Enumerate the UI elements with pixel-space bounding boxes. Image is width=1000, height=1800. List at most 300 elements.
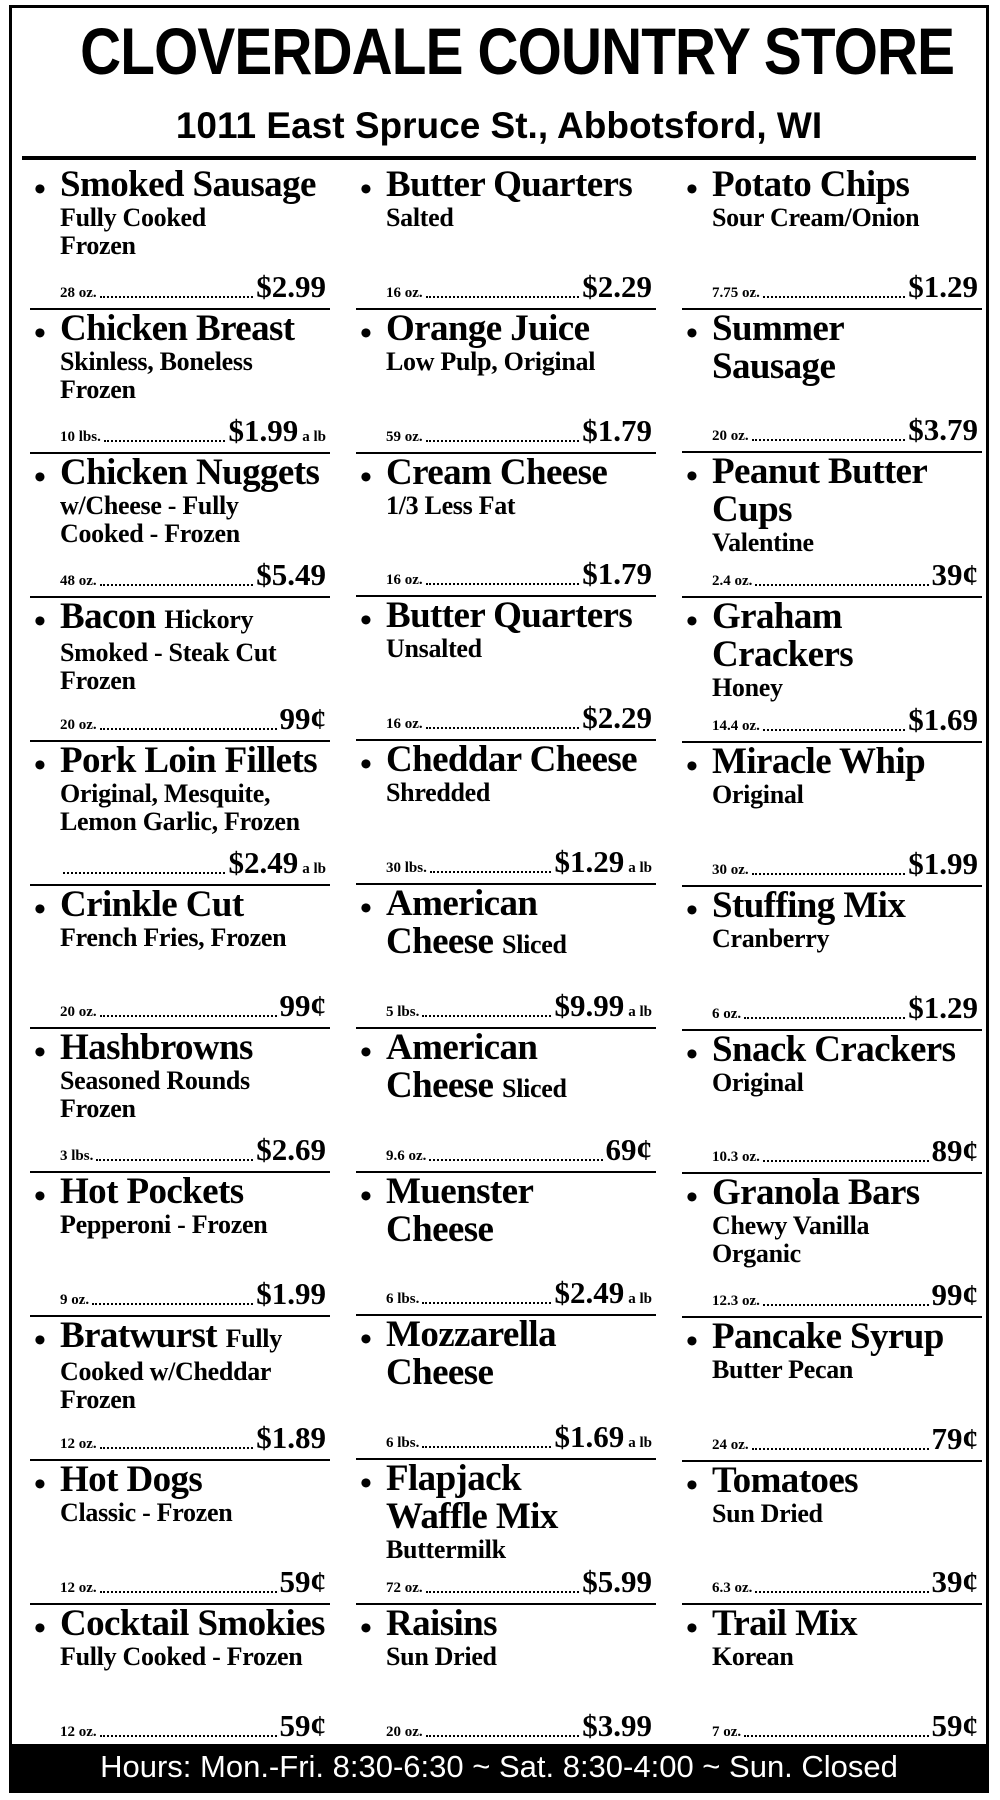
price: $1.79 <box>582 556 652 592</box>
product-name-line <box>712 453 978 491</box>
product-item <box>682 307 982 454</box>
bullet-icon: • <box>360 171 372 208</box>
bullet-icon: • <box>686 314 698 352</box>
product-name: Tomatoes <box>712 1459 858 1501</box>
product-description: Sun Dried <box>712 1498 823 1528</box>
dot-leader <box>752 439 906 441</box>
price-row <box>712 846 978 885</box>
package-size: 9 oz. <box>60 1292 90 1309</box>
product-name-line <box>386 1460 652 1498</box>
package-size: 6 lbs. <box>386 1435 420 1452</box>
bullet-icon: • <box>34 602 46 640</box>
product-name-line <box>60 1317 326 1358</box>
package-size: 20 oz. <box>60 1004 97 1021</box>
dot-leader <box>426 583 580 585</box>
price-row <box>60 1132 326 1171</box>
product-description: Classic - Frozen <box>60 1498 233 1528</box>
price: 59¢ <box>931 1708 978 1744</box>
package-size: 72 oz. <box>386 1580 423 1597</box>
product-description: Fully Cooked - Frozen <box>60 1642 303 1672</box>
dot-leader <box>100 728 277 730</box>
package-size: 9.6 oz. <box>386 1147 427 1164</box>
price: $3.99 <box>582 1707 652 1743</box>
product-name: Smoked Sausage <box>60 164 316 205</box>
price-unit: a lb <box>628 1435 652 1452</box>
store-hours: Hours: Mon.-Fri. 8:30-6:30 ~ Sat. 8:30-4:00 ~ Sun. Closed <box>12 1744 986 1790</box>
product-description: Fully Cooked <box>60 203 206 232</box>
product-item <box>30 1461 330 1605</box>
product-name: Cocktail Smokies <box>60 1603 325 1645</box>
product-name-line <box>712 1174 978 1212</box>
product-item <box>682 887 982 1031</box>
price: 39¢ <box>931 557 978 593</box>
price-row <box>712 1277 978 1316</box>
dot-leader <box>426 1591 580 1593</box>
package-size: 28 oz. <box>60 284 97 301</box>
product-description: Cooked w/Cheddar <box>60 1357 272 1387</box>
dot-leader <box>755 1591 928 1593</box>
price: 99¢ <box>279 988 326 1024</box>
bullet-icon: • <box>686 1035 698 1073</box>
product-item <box>356 1170 656 1317</box>
product-name-line <box>386 166 652 204</box>
price-row <box>712 1133 978 1172</box>
product-description: French Fries, Frozen <box>60 922 287 952</box>
price: $5.99 <box>582 1564 652 1600</box>
product-item <box>356 1605 656 1749</box>
product-name: Crackers <box>712 634 854 676</box>
bullet-icon: • <box>686 748 698 786</box>
product-name-line <box>60 883 326 925</box>
dot-leader <box>430 871 552 873</box>
product-description: Buttermilk <box>386 1535 506 1565</box>
package-size: 16 oz. <box>386 716 423 733</box>
product-item <box>682 1318 982 1462</box>
product-name-line <box>712 743 978 781</box>
product-name-line <box>386 1498 652 1536</box>
dot-leader <box>744 1735 928 1737</box>
product-item <box>682 598 982 743</box>
package-size: 10 lbs. <box>60 428 101 445</box>
price-unit: a lb <box>628 1003 652 1020</box>
dot-leader <box>63 872 225 874</box>
product-name-line <box>60 1461 326 1499</box>
price-row <box>712 702 978 741</box>
product-name-line <box>386 1026 652 1068</box>
product-description: Sour Cream/Onion <box>712 203 920 232</box>
product-item <box>30 1029 330 1173</box>
product-description: Frozen <box>60 665 136 695</box>
package-size: 12 oz. <box>60 1580 97 1597</box>
price: $5.49 <box>256 556 326 592</box>
dot-leader <box>422 1446 551 1448</box>
product-name: Chicken Breast <box>60 307 295 349</box>
dot-leader <box>744 1017 905 1019</box>
product-item <box>30 166 330 310</box>
product-name-line <box>712 166 978 204</box>
bullet-icon: • <box>686 1179 698 1217</box>
product-description: Low Pulp, Original <box>386 346 596 376</box>
dot-leader <box>752 1448 929 1450</box>
package-size: 7.75 oz. <box>712 284 760 301</box>
price: $1.69 <box>554 1419 625 1455</box>
price: $2.29 <box>582 700 652 736</box>
price-row <box>386 413 652 452</box>
price-row <box>712 1708 978 1747</box>
package-size: 3 lbs. <box>60 1148 94 1165</box>
price-row <box>386 700 652 739</box>
product-description: 1/3 Less Fat <box>386 490 516 520</box>
product-name-line <box>712 598 978 636</box>
product-name: Crinkle Cut <box>60 883 244 925</box>
price: $1.99 <box>256 1276 326 1312</box>
bullet-icon: • <box>360 1321 372 1359</box>
product-description: Lemon Garlic, Frozen <box>60 806 300 836</box>
product-description: Cranberry <box>712 924 830 954</box>
product-description: Original, Mesquite, <box>60 778 271 808</box>
bullet-icon: • <box>686 458 698 496</box>
price-row <box>712 269 978 308</box>
product-name: Granola Bars <box>712 1172 920 1214</box>
bullet-icon: • <box>34 1466 46 1504</box>
package-size: 16 oz. <box>386 572 423 589</box>
price: $9.99 <box>554 987 625 1023</box>
price: $1.29 <box>908 989 978 1025</box>
product-description: Valentine <box>712 528 814 558</box>
price: $2.69 <box>256 1132 326 1168</box>
package-size: 20 oz. <box>60 716 97 733</box>
package-size: 24 oz. <box>712 1436 749 1453</box>
price: 99¢ <box>279 700 326 736</box>
price: $2.49 <box>554 1275 625 1311</box>
price: 59¢ <box>279 1707 326 1743</box>
product-name-line <box>386 1605 652 1643</box>
product-description: Shredded <box>386 778 491 808</box>
product-columns <box>12 166 986 1749</box>
product-name: Orange Juice <box>386 307 590 349</box>
product-name: Flapjack <box>386 1458 521 1500</box>
price-row <box>60 557 326 596</box>
price: $2.49 <box>228 844 299 880</box>
product-item <box>356 741 656 885</box>
price: $3.79 <box>908 412 978 448</box>
product-description: Frozen <box>60 374 136 404</box>
product-item <box>30 883 330 1030</box>
dot-leader <box>763 1304 929 1306</box>
product-name-line <box>712 1459 978 1501</box>
package-size: 7 oz. <box>712 1724 742 1741</box>
product-name-line <box>60 1029 326 1067</box>
bullet-icon: • <box>34 1178 46 1216</box>
product-name: Waffle Mix <box>386 1496 558 1538</box>
product-name: Hashbrowns <box>60 1027 253 1069</box>
product-description: Frozen <box>60 231 136 260</box>
product-item <box>356 597 656 741</box>
price-row <box>386 556 652 595</box>
product-name-suffix: Fully <box>225 1324 282 1354</box>
product-name-line <box>712 1028 978 1070</box>
price: 69¢ <box>605 1131 652 1167</box>
product-description: Korean <box>712 1642 794 1672</box>
product-name: Chicken Nuggets <box>60 451 320 493</box>
product-name: Snack Crackers <box>712 1028 956 1070</box>
price-row <box>712 557 978 596</box>
dot-leader <box>763 1160 929 1162</box>
bullet-icon: • <box>34 746 46 784</box>
product-description: Butter Pecan <box>712 1355 854 1385</box>
product-name: Butter Quarters <box>386 164 633 205</box>
product-description: w/Cheese - Fully <box>60 490 239 520</box>
product-name: Hot Dogs <box>60 1459 203 1501</box>
bullet-icon: • <box>360 1610 372 1648</box>
bullet-icon: • <box>34 890 46 928</box>
price-row <box>386 1132 652 1171</box>
dot-leader <box>100 584 254 586</box>
bullet-icon: • <box>686 171 698 208</box>
product-description: Frozen <box>60 1385 136 1415</box>
dot-leader <box>96 1159 253 1161</box>
dot-leader <box>426 440 580 442</box>
price: 79¢ <box>931 1420 978 1456</box>
product-name: Cream Cheese <box>386 451 608 493</box>
bullet-icon: • <box>34 1322 46 1360</box>
package-size: 59 oz. <box>386 428 423 445</box>
price: $1.69 <box>908 702 978 738</box>
bullet-icon: • <box>686 1323 698 1361</box>
product-name: Butter Quarters <box>386 595 633 637</box>
dot-leader <box>92 1303 253 1305</box>
product-name-line <box>712 636 978 674</box>
product-name: Cheese <box>386 1064 494 1106</box>
price-row <box>60 1276 326 1315</box>
product-name-line <box>386 741 652 779</box>
product-name: Pancake Syrup <box>712 1316 944 1358</box>
product-name-line <box>60 1605 326 1643</box>
package-size: 6 lbs. <box>386 1291 420 1308</box>
price-unit: a lb <box>628 859 652 876</box>
dot-leader <box>422 1302 551 1304</box>
product-description: Organic <box>712 1239 801 1269</box>
price-row <box>386 844 652 883</box>
product-description: Honey <box>712 673 783 703</box>
product-name-suffix: Hickory <box>164 604 254 634</box>
product-name-line <box>712 345 978 387</box>
package-size: 10.3 oz. <box>712 1149 760 1166</box>
product-item <box>682 1028 982 1175</box>
product-item <box>356 307 656 454</box>
product-name: Cups <box>712 489 792 531</box>
product-name: Stuffing Mix <box>712 885 906 927</box>
product-description: Seasoned Rounds <box>60 1066 250 1096</box>
product-item <box>356 451 656 598</box>
product-name: Potato Chips <box>712 164 910 205</box>
price-row <box>386 1275 652 1314</box>
price-row <box>712 1421 978 1460</box>
dot-leader <box>426 296 580 298</box>
product-item <box>30 739 330 886</box>
product-description: Sun Dried <box>386 1642 497 1672</box>
product-name: Hot Pockets <box>60 1171 244 1213</box>
package-size: 6 oz. <box>712 1005 742 1022</box>
bullet-icon: • <box>686 603 698 641</box>
product-name-line <box>60 166 326 204</box>
price-row <box>60 269 326 308</box>
price-unit: a lb <box>302 428 326 445</box>
product-item <box>682 743 982 887</box>
price: $1.99 <box>228 412 299 448</box>
package-size: 48 oz. <box>60 572 97 589</box>
package-size: 12 oz. <box>60 1723 97 1740</box>
product-name-suffix: Sliced <box>502 929 567 959</box>
price-row <box>60 1420 326 1459</box>
product-item <box>356 166 656 310</box>
bullet-icon: • <box>360 1465 372 1503</box>
dot-leader <box>426 727 580 729</box>
product-item <box>30 1605 330 1749</box>
bullet-icon: • <box>34 1610 46 1648</box>
product-description: Skinless, Boneless <box>60 346 253 376</box>
product-column-1 <box>30 166 330 1749</box>
product-item <box>30 1317 330 1461</box>
price: 89¢ <box>931 1133 978 1169</box>
package-size: 30 oz. <box>712 862 749 879</box>
bullet-icon: • <box>34 171 46 208</box>
product-item <box>356 882 656 1029</box>
product-name-suffix: Sliced <box>502 1073 567 1103</box>
product-name: Cheese <box>386 920 494 962</box>
product-name-line <box>60 1173 326 1211</box>
price: $2.99 <box>256 268 326 304</box>
price-row <box>60 845 326 884</box>
product-item <box>356 1026 656 1173</box>
product-item <box>30 307 330 454</box>
package-size: 2.4 oz. <box>712 573 753 590</box>
product-item <box>682 166 982 310</box>
dot-leader <box>755 584 928 586</box>
product-name-line <box>60 739 326 781</box>
product-item <box>682 1605 982 1749</box>
price-row <box>60 1564 326 1603</box>
product-name-line <box>386 1354 652 1392</box>
product-description: Original <box>712 780 804 810</box>
product-description: Unsalted <box>386 634 482 664</box>
header-rule <box>22 156 976 160</box>
product-name-line <box>386 1208 652 1250</box>
price-row <box>712 412 978 451</box>
product-item <box>682 1174 982 1318</box>
product-name-line <box>386 307 652 349</box>
package-size: 6.3 oz. <box>712 1580 753 1597</box>
product-name-line <box>712 307 978 349</box>
product-name: American <box>386 882 538 924</box>
product-name: Cheese <box>386 1208 494 1250</box>
product-name-line <box>712 887 978 925</box>
product-name-line <box>712 1605 978 1643</box>
product-item <box>30 451 330 598</box>
price: $2.29 <box>582 268 652 304</box>
dot-leader <box>104 440 226 442</box>
product-name-line <box>386 920 652 964</box>
product-column-3 <box>682 166 982 1749</box>
package-size: 20 oz. <box>712 428 749 445</box>
product-name: Trail Mix <box>712 1603 857 1645</box>
price: 59¢ <box>279 1564 326 1600</box>
price: $1.79 <box>582 412 652 448</box>
product-description: Original <box>712 1067 804 1097</box>
price-row <box>60 988 326 1027</box>
price-row <box>386 269 652 308</box>
product-description: Salted <box>386 203 454 232</box>
product-name-line <box>386 1170 652 1212</box>
price-unit: a lb <box>302 860 326 877</box>
dot-leader <box>100 1015 277 1017</box>
dot-leader <box>100 1447 254 1449</box>
product-name: Muenster <box>386 1170 534 1212</box>
product-name-line <box>386 882 652 924</box>
product-name-line <box>386 1316 652 1354</box>
product-name-line <box>712 491 978 529</box>
price-row <box>386 1564 652 1603</box>
bullet-icon: • <box>686 892 698 930</box>
product-name-line <box>60 595 326 639</box>
product-description: Smoked - Steak Cut <box>60 637 277 667</box>
bullet-icon: • <box>360 1177 372 1215</box>
package-size: 12 oz. <box>60 1436 97 1453</box>
product-name: Cheddar Cheese <box>386 739 637 781</box>
product-item <box>682 453 982 598</box>
product-column-2 <box>356 166 656 1749</box>
product-name-line <box>386 451 652 493</box>
product-description: Frozen <box>60 1094 136 1124</box>
product-name-line <box>60 451 326 493</box>
price: $1.29 <box>554 843 625 879</box>
price-row <box>60 413 326 452</box>
store-address: 1011 East Spruce St., Abbotsford, WI <box>175 105 823 146</box>
product-name: Sausage <box>712 345 836 387</box>
product-name: Pork Loin Fillets <box>60 739 318 781</box>
product-item <box>30 1173 330 1317</box>
product-item <box>356 1460 656 1605</box>
price-unit: a lb <box>628 1291 652 1308</box>
bullet-icon: • <box>360 602 372 640</box>
package-size: 20 oz. <box>386 1723 423 1740</box>
bullet-icon: • <box>360 458 372 496</box>
product-name: American <box>386 1026 538 1068</box>
dot-leader <box>763 729 905 731</box>
price-row <box>60 1708 326 1747</box>
price: 39¢ <box>931 1564 978 1600</box>
product-name-line <box>386 597 652 635</box>
bullet-icon: • <box>360 1033 372 1071</box>
dot-leader <box>100 1591 277 1593</box>
price-row <box>712 990 978 1029</box>
product-name: Mozzarella <box>386 1314 557 1356</box>
price: $1.99 <box>908 846 978 882</box>
price-row <box>712 1564 978 1603</box>
bullet-icon: • <box>34 1034 46 1072</box>
product-name: Miracle Whip <box>712 741 926 783</box>
package-size: 5 lbs. <box>386 1003 420 1020</box>
dot-leader <box>426 1735 580 1737</box>
product-name-line <box>712 1318 978 1356</box>
product-description: Pepperoni - Frozen <box>60 1210 268 1240</box>
product-name: Raisins <box>386 1603 497 1645</box>
package-size: 14.4 oz. <box>712 718 760 735</box>
bullet-icon: • <box>360 889 372 927</box>
bullet-icon: • <box>360 314 372 352</box>
bullet-icon: • <box>360 746 372 784</box>
price: $1.29 <box>908 268 978 304</box>
